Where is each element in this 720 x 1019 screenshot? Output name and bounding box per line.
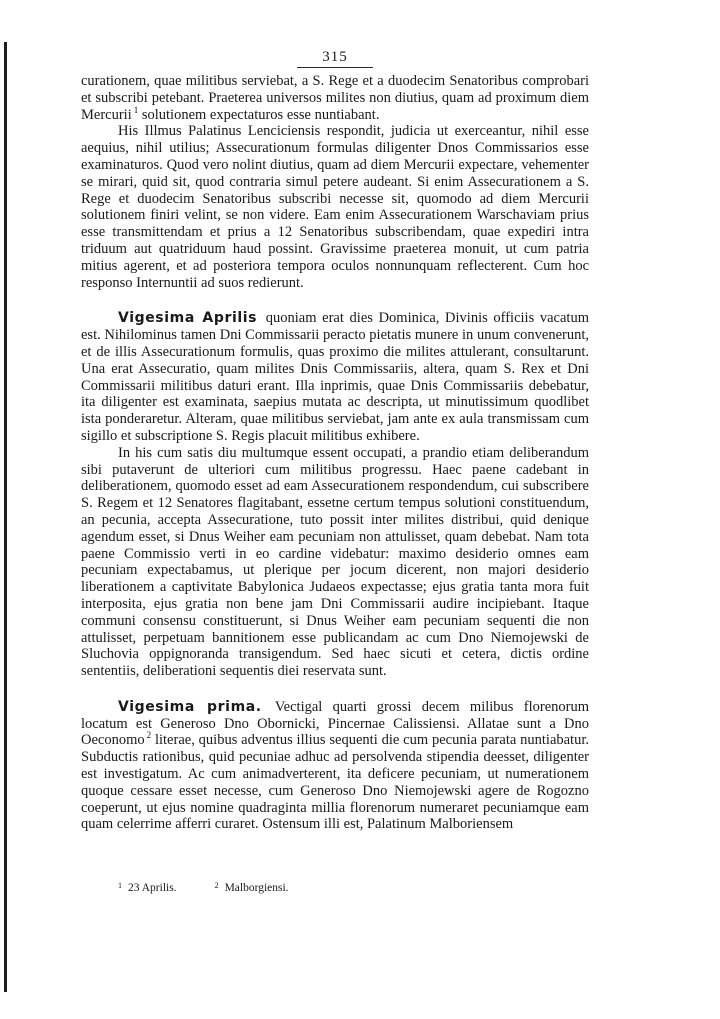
paragraph: [81, 310, 589, 444]
paragraph-text: solutionem expectaturos esse nuntiabant.: [141, 106, 380, 123]
paragraph: [81, 73, 589, 123]
date-heading: Vigesima Aprilis: [118, 310, 258, 327]
paragraph: In his cum satis diu multumque essent occupati, a prandio etiam deliberandum sibi putaverunt de ulteriori cum militibus progressu. Haec paene cadebant in deliberationem, quomodo esset ad eam Assecurationem respondendum, cui subscribere S. Regem et 12 Senatores flagitabant, essetne certum tempus solutioni constituendum, an pecunia, accepta Assecuratione, tuto possit inter milites distribui, quid denique agendum esset, si Dnus Weiher eam pecuniam non attulisset, quam debebat. Nam tota paene Commissio verti in eo cardine videbatur: maximo desiderio omnes eam pecuniam expectabamus, ut plerique per jocum dicerent, non majori desiderio liberationem a captivitate Babylonica Judaeos expectasse; ejus gratia tanta mora fuit interposita, ejus gratia non bene jam Dni Commissarii audire incipiebant. Itaque communi consensu constituerunt, si Dnus Weiher eam pecuniam sequenti die non attulisset, perpetuam bannitionem esse publicandam ac cum Dno Niemojewski de Sluchovia oppignoranda transigendum. Sed haec sicuti et cetera, dictis ordine sententiis, deliberationi sequentis diei reservata sunt.: [81, 444, 589, 680]
footnote: [215, 879, 289, 895]
paragraph: [81, 699, 589, 833]
paragraph: His Illmus Palatinus Lenciciensis respondit, judicia ut exerceantur, nihil esse aequius, nihil utilius; Assecurationum formulas diligenter Dnos Commissarios esse examinaturos. Quod vero nolint diutius, quam ad diem Mercurii expectare, vehementer se mirari, quid sit, quod contraria simul petere audeant. Si enim Assecurationem a S. Rege et duodecim Senatoribus subscribi necesse sit, quomodo ad diem Mercurii solutionem finiri velint, se non videre. Eam enim Assecurationem Warschaviam prius esse transmittendam et prius a 12 Senatoribus subscribendam, quae expediri intra triduum aut quatriduum haud possint. Gravissime praeterea monuit, ut cum patria mitius agerent, et ad posteriora tempora oculos nonnunquam reflecterent. Cum hoc responso Internuntii ad suos redierunt.: [81, 123, 589, 291]
footnote: [118, 879, 177, 895]
page-number: 315: [297, 48, 373, 68]
date-heading: Vigesima prima.: [118, 698, 262, 715]
paragraph-text: Vectigal quarti grossi decem milibus florenorum locatum est Generoso Dno Obornicki, Pincernae Calissiensi. Allatae sunt a Dno Oeconomo: [81, 698, 589, 749]
paragraph-text: literae, quibus adventus illius sequenti die cum pecunia parata nuntiabatur. Subductis rationibus, quid pecuniae adhuc ad persolvenda stipendia deesset, diligenter est investigatum. Ac cum animadverterent, ita deficere pecuniam, ut numerationem quoque cessare esset necesse, cum Generoso Dno Niemojewski agere de Rogozno coeperunt, ut ejus nomine quadraginta millia florenorum numeraret pecuniamque eam quam celerrime afferri curaret. Ostensum illi est, Palatinum Malboriensem: [81, 732, 589, 833]
footnote-text: Malborgiensi.: [224, 882, 289, 894]
footnote-ref: 2: [146, 730, 152, 741]
paragraph-text: quoniam erat dies Dominica, Divinis officiis vacatum est. Nihilominus tamen Dni Commissarii peracto pietatis munere in unum convenerunt, et de illis Assecurationum formulis, quas proximo die milites attulerant, consultarunt. Una erat Assecuratio, quam milites Dnis Commissariis, altera, quam S. Rex et Dni Commissarii militibus daturi erant. Illa inprimis, quae Dnis Commissariis debebatur, ita diligenter est examinata, saepius mutata ac descripta, ut minutissimum quodlibet ista ponderaretur. Alteram, quae militibus serviebat, jam ante ex aula transmissam cum sigillo et subscriptione S. Regis placuit militibus exhibere.: [81, 310, 589, 444]
main-text: [81, 73, 589, 833]
footnotes: [118, 879, 289, 895]
footnote-number: 2: [214, 881, 219, 890]
binding-edge: [4, 42, 7, 992]
footnote-number: 1: [118, 881, 122, 890]
footnote-ref: 1: [133, 104, 139, 115]
paragraph-text: curationem, quae militibus serviebat, a S. Rege et a duodecim Senatoribus comprobari et subscribi petebant. Praeterea universos milites non diutius, quam ad proximum diem Mercurii: [81, 73, 589, 123]
footnote-text: 23 Aprilis.: [128, 882, 177, 894]
